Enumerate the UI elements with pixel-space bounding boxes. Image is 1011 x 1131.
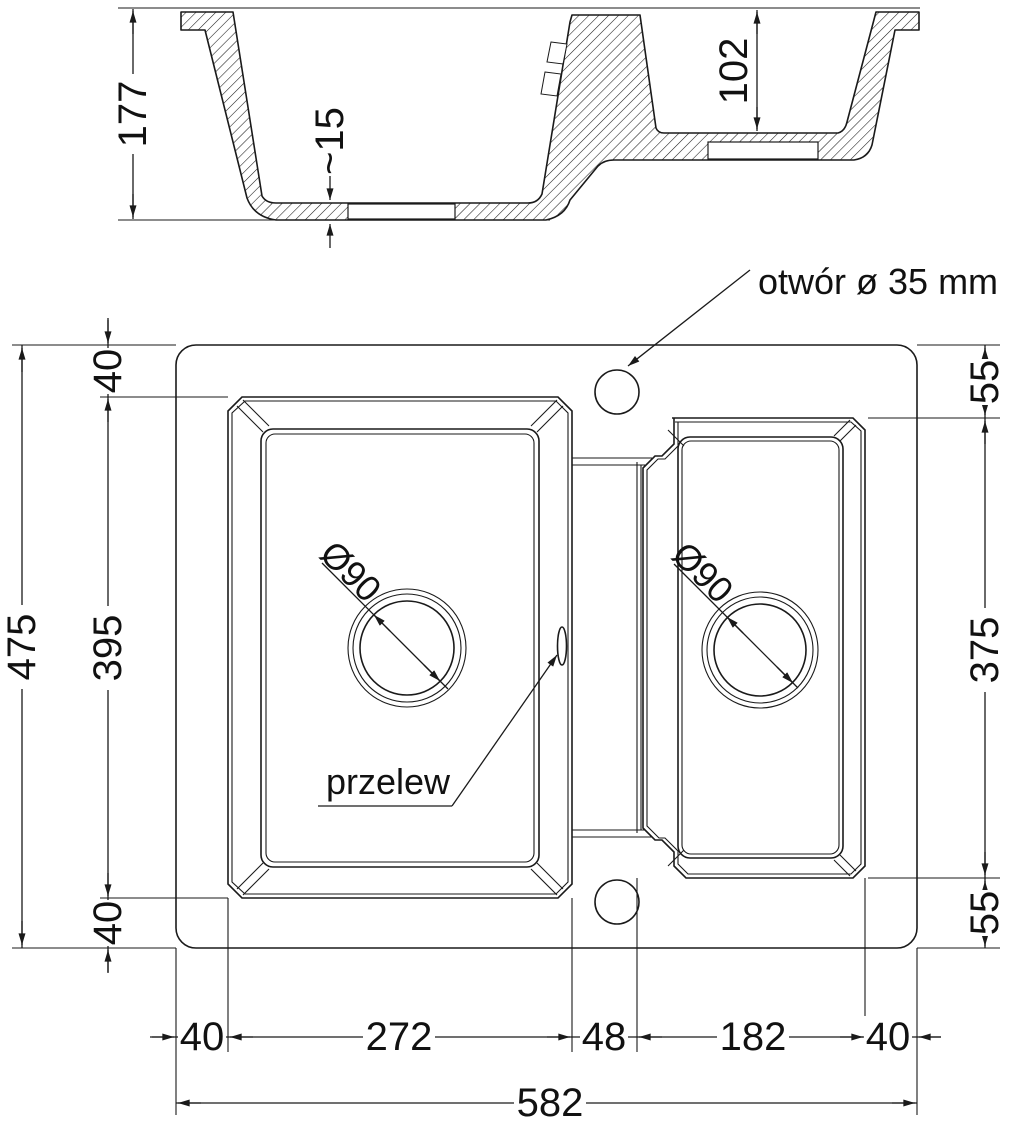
dim-overall-height-group (0, 345, 44, 948)
main-drain-dim-group (312, 533, 448, 689)
overflow-hole-upper (547, 42, 567, 64)
dim-rim-bottom: 40 (86, 900, 130, 946)
tap-hole-bottom (595, 880, 639, 924)
dim-overall-height: 475 (0, 613, 44, 681)
tap-hole-callout (628, 261, 998, 366)
dim-small-rim-bottom: 55 (963, 890, 1007, 936)
dim-rim-left: 40 (179, 1015, 225, 1059)
small-bowl-drain-recess (708, 142, 818, 159)
tap-hole-top (595, 370, 639, 414)
dim-divider-width: 48 (581, 1015, 627, 1059)
dim-bottom-row-group (150, 1015, 941, 1059)
dim-overall-width-group (176, 1081, 917, 1125)
plan-view (176, 261, 998, 948)
section-body (181, 12, 919, 220)
dim-recess-depth-group (308, 107, 352, 248)
divider-channel (572, 458, 652, 837)
dim-total-depth-group (111, 9, 155, 219)
dim-main-bowl-width: 272 (365, 1015, 433, 1059)
dim-rim-right: 40 (865, 1015, 911, 1059)
dim-recess-depth: ~15 (308, 107, 352, 175)
dim-right-column-group (963, 345, 1007, 948)
small-bowl (643, 418, 865, 878)
label-main-drain-diameter: Ø90 (312, 532, 390, 610)
dim-left-column-group (86, 318, 130, 973)
dim-small-rim-top: 55 (963, 359, 1007, 405)
dim-main-bowl-length: 395 (86, 614, 130, 682)
dim-small-bowl-depth: 102 (712, 37, 756, 105)
dim-total-depth: 177 (111, 80, 155, 148)
main-bowl (228, 397, 572, 898)
main-bowl-drain-recess (348, 204, 455, 219)
label-small-drain-diameter: Ø90 (664, 533, 742, 611)
dim-rim-top: 40 (86, 348, 130, 394)
dim-overall-width: 582 (516, 1081, 584, 1125)
section-view (111, 8, 920, 248)
dim-small-bowl-width: 182 (719, 1015, 787, 1059)
label-overflow: przelew (326, 761, 451, 802)
overflow-slot (558, 627, 567, 665)
overflow-hole-lower (541, 72, 561, 96)
plan-dimensions (0, 318, 1007, 1125)
label-tap-hole: otwór ø 35 mm (758, 261, 999, 302)
dim-small-bowl-length: 375 (963, 616, 1007, 684)
small-drain-dim-group (664, 534, 798, 688)
dim-small-bowl-depth-group (712, 10, 757, 131)
